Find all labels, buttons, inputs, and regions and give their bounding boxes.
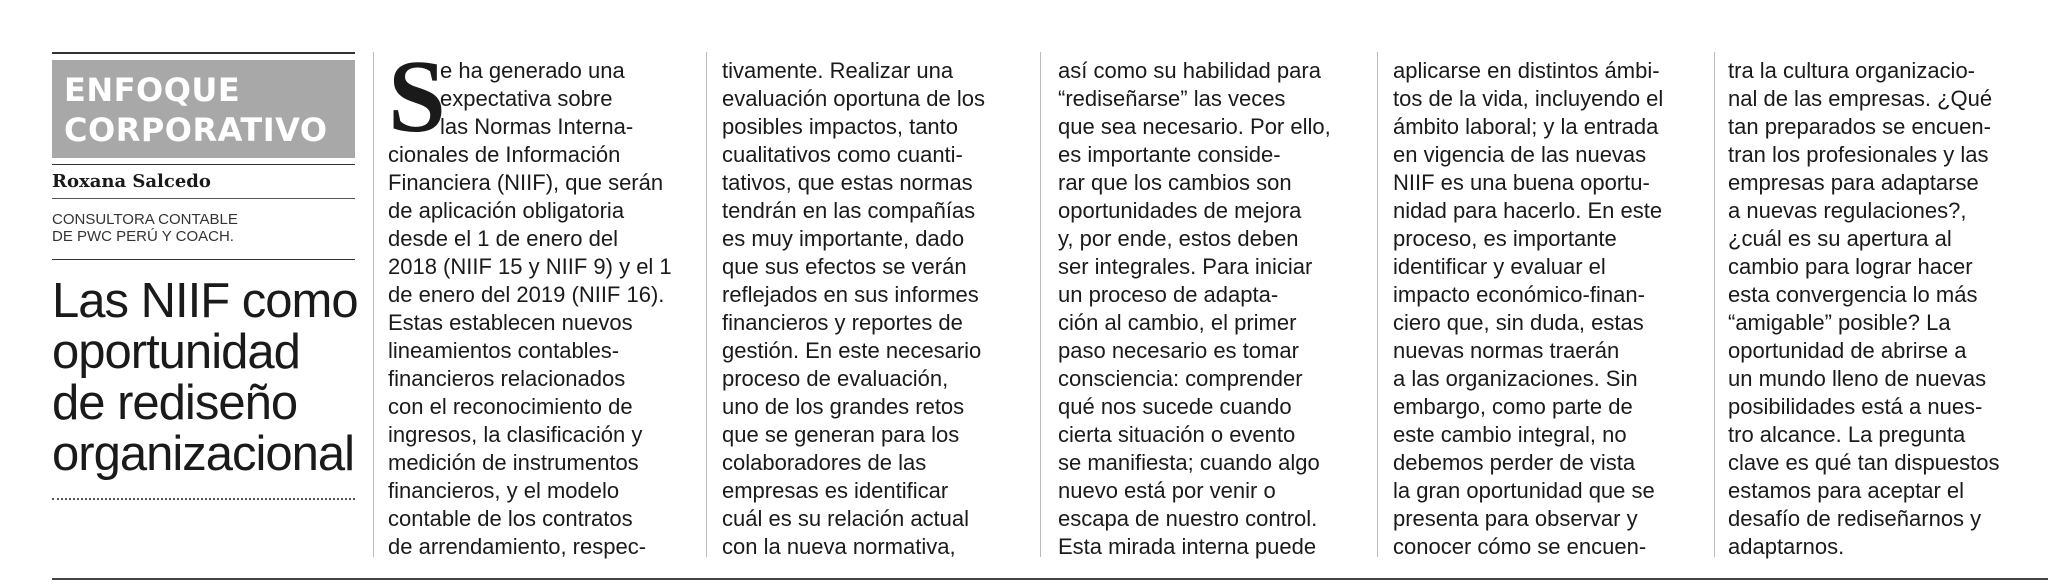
bottom-rule bbox=[52, 578, 2048, 580]
body-column-3 bbox=[1058, 57, 1370, 561]
text-line: ción al cambio, el primer bbox=[1058, 310, 1297, 335]
text-line: con la nueva normativa, bbox=[722, 534, 956, 559]
text-line: proceso, es importante bbox=[1393, 226, 1617, 251]
text-line: es muy importante, dado bbox=[722, 226, 965, 251]
text-line: de enero del 2019 (NIIF 16). bbox=[388, 282, 665, 307]
text-line: nidad para hacerlo. En este bbox=[1393, 198, 1663, 223]
text-line: evaluación oportuna de los bbox=[722, 86, 985, 111]
text-line: aplicarse en distintos ámbi- bbox=[1393, 58, 1660, 83]
text-line: las Normas Interna- bbox=[440, 114, 634, 139]
text-line: un mundo lleno de nuevas bbox=[1728, 366, 1987, 391]
text-line: clave es qué tan dispuestos bbox=[1728, 450, 2000, 475]
column-divider bbox=[706, 52, 707, 557]
column-divider bbox=[1714, 52, 1715, 557]
text-line: tendrán en las compañías bbox=[722, 198, 976, 223]
body-column-5 bbox=[1728, 57, 2040, 561]
author-role-line: DE PWC PERÚ Y COACH. bbox=[52, 228, 234, 245]
text-line: de aplicación obligatoria bbox=[388, 198, 625, 223]
section-tag-line: CORPORATIVO bbox=[64, 111, 328, 149]
body-column-2 bbox=[722, 57, 1034, 561]
text-line: tativos, que estas normas bbox=[722, 170, 973, 195]
text-line: posibles impactos, tanto bbox=[722, 114, 959, 139]
text-line: financieros relacionados bbox=[388, 366, 626, 391]
text-line: expectativa sobre bbox=[440, 86, 613, 111]
headline-line: organizacional bbox=[52, 427, 354, 481]
text-line: y, por ende, estos deben bbox=[1058, 226, 1299, 251]
text-line: se manifiesta; cuando algo bbox=[1058, 450, 1320, 475]
drop-cap: S bbox=[388, 39, 446, 154]
text-line: empresas es identificar bbox=[722, 478, 949, 503]
headline-line: Las NIIF como bbox=[52, 274, 358, 328]
body-column-4 bbox=[1393, 57, 1705, 561]
text-line: qué nos sucede cuando bbox=[1058, 394, 1292, 419]
text-line: que sus efectos se verán bbox=[722, 254, 967, 279]
role-rule bbox=[52, 259, 355, 260]
text-line: cualitativos como cuanti- bbox=[722, 142, 963, 167]
text-line: desafío de rediseñarnos y bbox=[1728, 506, 1982, 531]
text-line: “amigable” posible? La bbox=[1728, 310, 1951, 335]
text-line: “rediseñarse” las veces bbox=[1058, 86, 1286, 111]
text-line: colaboradores de las bbox=[722, 450, 927, 475]
author-role-line: CONSULTORA CONTABLE bbox=[52, 211, 238, 228]
text-line: uno de los grandes retos bbox=[722, 394, 965, 419]
text-line: tivamente. Realizar una bbox=[722, 58, 954, 83]
text-line: posibilidades está a nues- bbox=[1728, 394, 1983, 419]
text-line: ingresos, la clasificación y bbox=[388, 422, 643, 447]
text-line: tan preparados se encuen- bbox=[1728, 114, 1991, 139]
text-line: que sea necesario. Por ello, bbox=[1058, 114, 1331, 139]
text-line: escapa de nuestro control. bbox=[1058, 506, 1318, 531]
text-line: adaptarnos. bbox=[1728, 534, 1845, 559]
text-line: que se generan para los bbox=[722, 422, 960, 447]
text-line: tos de la vida, incluyendo el bbox=[1393, 86, 1664, 111]
author-role bbox=[52, 211, 355, 245]
text-line: gestión. En este necesario bbox=[722, 338, 982, 363]
text-line: rar que los cambios son bbox=[1058, 170, 1292, 195]
text-line: cuál es su relación actual bbox=[722, 506, 970, 531]
text-line: 2018 (NIIF 15 y NIIF 9) y el 1 bbox=[388, 254, 672, 279]
text-line: Estas establecen nuevos bbox=[388, 310, 633, 335]
text-line: financieros y reportes de bbox=[722, 310, 963, 335]
text-line: proceso de evaluación, bbox=[722, 366, 949, 391]
text-line: tran los profesionales y las bbox=[1728, 142, 1989, 167]
text-line: NIIF es una buena oportu- bbox=[1393, 170, 1650, 195]
text-line: a nuevas regulaciones?, bbox=[1728, 198, 1967, 223]
text-line: reflejados en sus informes bbox=[722, 282, 979, 307]
text-line: ámbito laboral; y la entrada bbox=[1393, 114, 1659, 139]
text-line: este cambio integral, no bbox=[1393, 422, 1627, 447]
text-line: así como su habilidad para bbox=[1058, 58, 1321, 83]
text-line: consciencia: comprender bbox=[1058, 366, 1303, 391]
article-headline bbox=[52, 274, 358, 481]
text-line: presenta para observar y bbox=[1393, 506, 1638, 531]
section-tag bbox=[52, 60, 355, 158]
text-line: empresas para adaptarse bbox=[1728, 170, 1979, 195]
text-line: a las organizaciones. Sin bbox=[1393, 366, 1638, 391]
article-sidebar bbox=[52, 52, 358, 500]
text-line: impacto económico-finan- bbox=[1393, 282, 1645, 307]
section-tag-line: ENFOQUE bbox=[64, 71, 241, 109]
text-line: tra la cultura organizacio- bbox=[1728, 58, 1976, 83]
column-divider bbox=[1040, 52, 1041, 557]
text-line: es importante conside- bbox=[1058, 142, 1281, 167]
column-divider bbox=[373, 52, 374, 557]
text-line: embargo, como parte de bbox=[1393, 394, 1633, 419]
text-line: paso necesario es tomar bbox=[1058, 338, 1299, 363]
text-line: un proceso de adapta- bbox=[1058, 282, 1279, 307]
text-line: ¿cuál es su apertura al bbox=[1728, 226, 1952, 251]
text-line: nuevo está por venir o bbox=[1058, 478, 1276, 503]
text-line: nal de las empresas. ¿Qué bbox=[1728, 86, 1993, 111]
text-line: esta convergencia lo más bbox=[1728, 282, 1978, 307]
text-line: financieros, y el modelo bbox=[388, 478, 620, 503]
text-line: en vigencia de las nuevas bbox=[1393, 142, 1647, 167]
text-line: cambio para lograr hacer bbox=[1728, 254, 1973, 279]
text-line: Financiera (NIIF), que serán bbox=[388, 170, 664, 195]
text-line: oportunidades de mejora bbox=[1058, 198, 1302, 223]
text-line: oportunidad de abrirse a bbox=[1728, 338, 1967, 363]
body-column-1 bbox=[388, 39, 700, 561]
text-line: la gran oportunidad que se bbox=[1393, 478, 1655, 503]
text-line: nuevas normas traerán bbox=[1393, 338, 1620, 363]
text-line: cierta situación o evento bbox=[1058, 422, 1296, 447]
text-line: ciero que, sin duda, estas bbox=[1393, 310, 1644, 335]
text-line: debemos perder de vista bbox=[1393, 450, 1636, 475]
text-line: e ha generado una bbox=[440, 58, 625, 83]
text-line: con el reconocimiento de bbox=[388, 394, 633, 419]
text-line: lineamientos contables- bbox=[388, 338, 620, 363]
top-rule bbox=[52, 52, 355, 54]
column-divider bbox=[1377, 52, 1378, 557]
text-line: cionales de Información bbox=[388, 142, 621, 167]
dotted-separator bbox=[52, 498, 355, 500]
text-line: ser integrales. Para iniciar bbox=[1058, 254, 1313, 279]
text-line: tro alcance. La pregunta bbox=[1728, 422, 1966, 447]
tag-rule bbox=[52, 164, 355, 165]
headline-line: de rediseño bbox=[52, 376, 298, 430]
text-line: medición de instrumentos bbox=[388, 450, 639, 475]
text-line: contable de los contratos bbox=[388, 506, 633, 531]
author-name: Roxana Salcedo bbox=[52, 171, 211, 192]
text-line: identificar y evaluar el bbox=[1393, 254, 1606, 279]
text-line: estamos para aceptar el bbox=[1728, 478, 1965, 503]
text-line: Esta mirada interna puede bbox=[1058, 534, 1317, 559]
headline-line: oportunidad bbox=[52, 325, 300, 379]
text-line: conocer cómo se encuen- bbox=[1393, 534, 1647, 559]
text-line: desde el 1 de enero del bbox=[388, 226, 618, 251]
author-rule bbox=[52, 198, 355, 199]
text-line: de arrendamiento, respec- bbox=[388, 534, 647, 559]
